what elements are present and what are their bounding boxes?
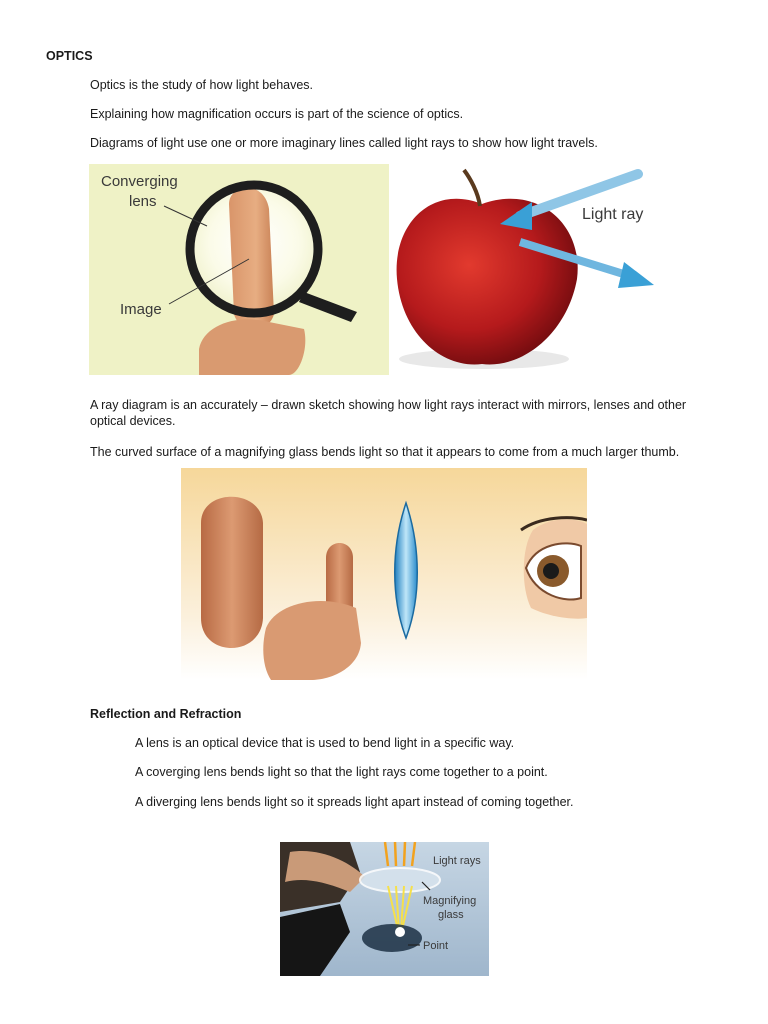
light-rays-label: Light rays	[433, 855, 481, 867]
section-heading-reflection: Reflection and Refraction	[90, 707, 242, 721]
magnifying-label-line1: Magnifying	[423, 895, 477, 907]
curved-surface-paragraph: The curved surface of a magnifying glass bends light so that it appears to come from a much larger thumb.	[90, 445, 680, 459]
converging-lens-item: A coverging lens bends light so that the light rays come together to a point.	[135, 765, 548, 779]
converging-label-line1: Converging	[101, 173, 178, 190]
light-ray-label: Light ray	[582, 206, 644, 223]
converging-label-line2: lens	[129, 193, 157, 210]
intro-paragraph-3: Diagrams of light use one or more imaginary lines called light rays to show how light travels.	[90, 136, 598, 150]
page-title: OPTICS	[46, 49, 93, 63]
intro-paragraph-2: Explaining how magnification occurs is part of the science of optics.	[90, 107, 464, 121]
point-label: Point	[423, 940, 449, 952]
diverging-lens-item: A diverging lens bends light so it spreads light apart instead of coming together.	[135, 795, 574, 809]
ray-diagram-paragraph: A ray diagram is an accurately – drawn sketch showing how light rays interact with mirrors, lenses and other optical devices.	[90, 398, 687, 428]
apple-light-ray-figure	[392, 164, 666, 375]
thumb-lens-eye-figure	[181, 468, 587, 680]
intro-paragraph-1: Optics is the study of how light behaves.	[90, 78, 314, 92]
converging-lens-figure	[89, 164, 389, 375]
image-label: Image	[120, 301, 162, 318]
lens-definition-item: A lens is an optical device that is used to bend light in a specific way.	[135, 736, 515, 750]
magnifying-label-line2: glass	[438, 909, 464, 921]
magnifying-glass-figure	[280, 842, 489, 976]
